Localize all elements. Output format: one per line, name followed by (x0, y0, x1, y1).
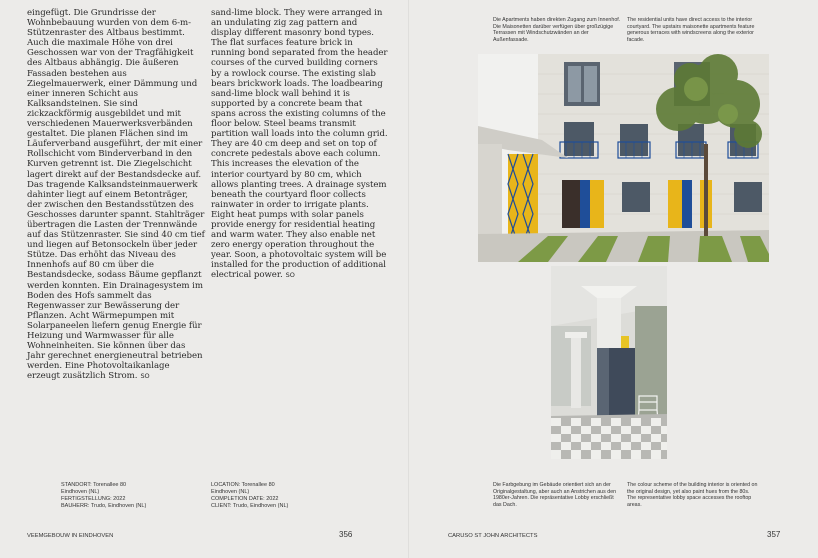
body-english-text: sand-lime block. They were arranged in an undulating zig zag pattern and display different masonry bond types. The flat surfaces feature brick in running bond separated from the header courses of the curved building corners by a rowlock course. The existing slab bears brickwork loads. The loadbearing sand-lime block wall behind it is supported by a concrete beam that spans across the existing columns of the floor below. Steel beams transmit partition wall loads into the column grid. They are 40 cm deep and set on top of concrete pedestals above each column. This increases the elevation of the interior courtyard by 80 cm, which allows planting trees. A drainage system beneath the courtyard floor collects rainwater in order to irrigate plants. Eight heat pumps with solar panels provide energy for residential heating and warm water. They also enable net zero energy operation throughout the year. Soon, a photovoltaic system will be installed for the production of additional electrical power. (211, 8, 388, 281)
lobby-photo (551, 266, 667, 459)
body-text-german (27, 8, 205, 381)
running-head-right: CARUSO ST JOHN ARCHITECTS (448, 533, 538, 539)
info-line: Eindhoven (NL) (61, 489, 100, 496)
caption-bottom-english: The colour scheme of the building interior is oriented on the original design, yet also paint hues from the 80s. The representative lobby space accesses the rooftop areas. (627, 482, 758, 508)
info-line: STANDORT: Torenallee 80 (61, 482, 127, 488)
running-head-left: VEEMGEBOUW IN EINDHOVEN (27, 533, 114, 539)
project-info-german (61, 482, 201, 510)
page-number-right: 357 (767, 530, 781, 539)
end-mark: SO (285, 271, 295, 280)
info-line: Eindhoven (NL) (211, 489, 250, 496)
caption-bottom-german: Die Farbgebung im Gebäude orientiert sich an der Originalgestaltung, aber auch an Anstrichen aus den 1980er-Jahren. Die repräsentative Lobby erschließt das Dach. (493, 482, 617, 508)
caption-top-german: Die Apartments haben direkten Zugang zum Innenhof. Die Maisonetten darüber verfügen über großzügige Terrassen mit Windschutzwänden an der Außenfassade. (493, 17, 621, 43)
end-mark: SO (140, 372, 150, 381)
info-line: LOCATION: Torenallee 80 (211, 482, 275, 488)
body-german-text: eingefügt. Die Grundrisse der Wohnbebauung wurden von dem 6-m-Stützenraster des Altbaus bestimmt. Auch die maximale Höhe von drei Geschossen war von der Tragfähigkeit des Altbaus abhängig. Die äußeren Fassaden bestehen aus Ziegelmauerwerk, einer Dämmung und einer inneren Schicht aus Kalksandsteinen. Sie sind zickzackförmig ausgebildet und mit verschiedenen Mauerwerksverbänden gestaltet. Die planen Flächen sind im Läuferverband ausgeführt, der mit einer Rollschicht vom Binderverband in den Kurven getrennt ist. Die Ziegelschicht lagert direkt auf der Bestandsdecke auf. Das tragende Kalksandsteinmauerwerk dahinter liegt auf einem Betonträger, der zwischen den Bestandsstützen des Geschosses darunter spannt. Stahlträger übertragen die Lasten der Trennwände auf das Stützenraster. Sie sind 40 cm tief und liegen auf Betonsockeln über jeder Stütze. Das erhöht das Niveau des Innenhofs auf 80 cm über die Bestandsdecke, sodass Bäume gepflanzt werden konnten. Ein Drainagesystem im Boden des Hofs sammelt das Regenwasser zur Bewässerung der Pflanzen. Acht Wärmepumpen mit Solarpaneelen liefern genug Energie für Heizung und Warmwasser für alle Wohneinheiten. Sie können über das Jahr gerechnet energieneutral betrieben werden. Eine Photovoltaikanlage erzeugt zusätzlich Strom. (27, 8, 205, 382)
courtyard-photo (478, 54, 769, 262)
info-line: CLIENT: Trudo, Eindhoven (NL) (211, 503, 289, 510)
page-number-left: 356 (339, 530, 353, 539)
info-line: COMPLETION DATE: 2022 (211, 496, 279, 503)
project-info-english (211, 482, 351, 510)
info-line: FERTIGSTELLUNG: 2022 (61, 496, 126, 503)
body-text-english (211, 8, 389, 281)
info-line: BAUHERR: Trudo, Eindhoven (NL) (61, 503, 147, 510)
page-gutter (408, 0, 410, 558)
caption-top-english: The residential units have direct access to the interior courtyard. The upstairs maisonette apartments feature generous terraces with windscreens along the exterior facade. (627, 17, 755, 43)
